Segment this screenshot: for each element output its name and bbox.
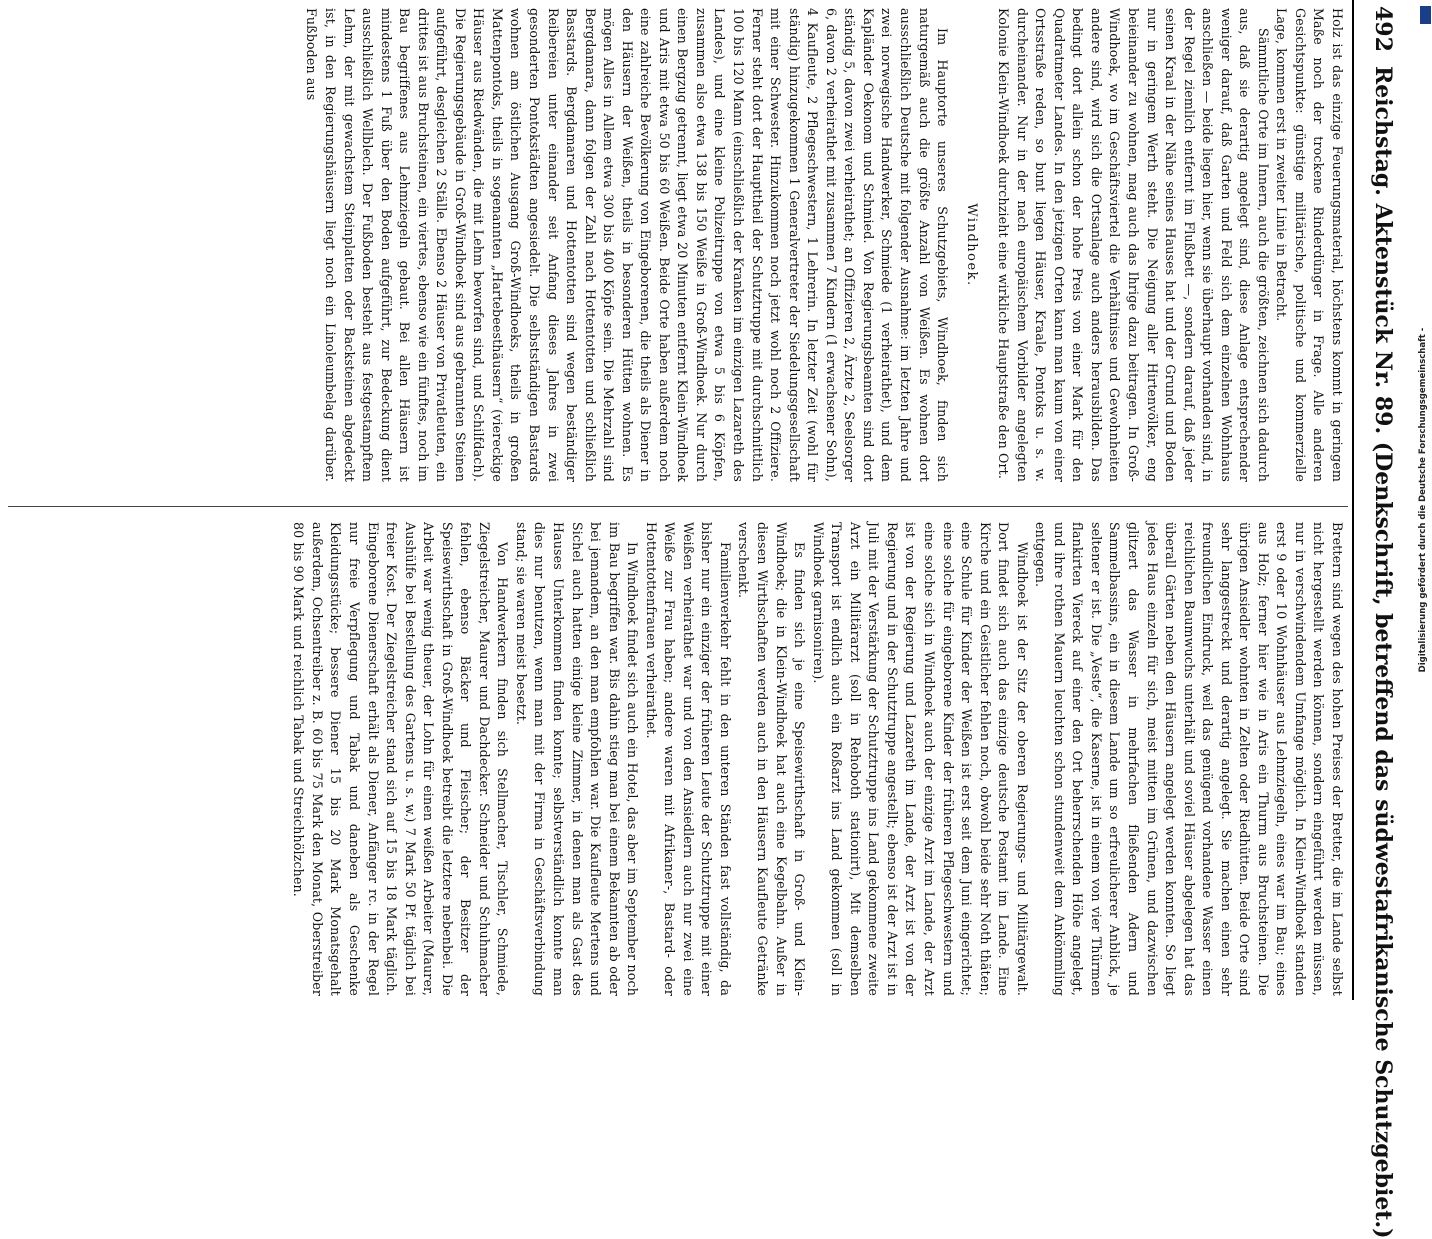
header-rule — [1352, 0, 1354, 1000]
running-title: Reichstag. Aktenstück Nr. 89. (Denkschrift, betreffend das südwestafrikanische Schutzgebiet.) — [1370, 66, 1396, 1239]
paragraph: In Windhoek findet sich auch ein Hotel, das aber im September noch im Bau begriffen war. Bis dahin stieg man bei einem Bekannten ab oder bei jemandem, an den man empfohlen war. Die Kaufleute Mertens und Sichel auch hatten einige kleine Zimmer, in denen man als Gast des Hauses Unterkommen finden konnte; selbstverständlich konnte man dies nur benutzen, wenn man mit der Firma in Geschäftsverbindung stand; sie waren meist besetzt. — [513, 522, 641, 996]
paragraph: Im Hauptorte unseres Schutzgebiets, Windhoek, finden sich naturgemäß auch die größte Anzahl von Weißen. Es wohnen dort ausschließlich Deutsche mit folgender Ausnahme: im letzten Jahre und zwei norwegische Handwerker, Schmiede (1 verheirathet), und dem Kapländer Oekonom und Schmied. Von Regierungsbeamten sind dort ständig 5, davon zwei verheirathet; an Offizieren 2, Ärzte 2, Seelsorger 6, davon 2 verheirathet mit zusammen 7 Kindern (1 erwachsener Sohn), 4 Kaufleute, 2 Pflegeschwestern, 1 Lehrerin. In letzter Zeit (wohl für ständig) hinzugekommen 1 Generalvertreter der Siedelungsgesellschaft mit einer Schwester. Hinzukommen noch jetzt wohl noch 2 Offiziere. Ferner steht dort der Haupttheil der Schutztruppe mit durchschnittlich 100 bis 120 Mann (einschließlich der Kranken im einzigen Lazareth des Landes), und eine kleine Polizeitruppe von etwa 5 bis 6 Köpfen, zusammen also etwa 138 bis 150 Weiße in Groß-Windhoek. Nur durch einen Bergzug getrennt, liegt etwa 20 Minuten entfernt Klein-Windhoek und Aris mit etwa 50 bis 60 Weißen. Beide Orte haben außerdem noch eine zahlreiche Bevölkerung von Eingeborenen, die theils als Diener in den Häusern der Weißen, theils in besonderen Hütten wohnen. Es mögen Alles in Allem etwa 300 bis 400 Köpfe sein. Die Mehrzahl sind Bergdamara, dann folgen der Zahl nach Hottentotten und schließlich Basstards. Bergdamaren und Hottentotten sind wegen beständiger Reibereien unter einander seit Anfang dieses Jahres in zwei gesonderten Pontokstädten angesiedelt. Die selbstständigen Bastards wohnen am östlichen Ausgang Groß-Windhoeks, theils in großen Mattenpontoks, theils in sogenannten „Hartebeesthäusern“ (viereckige Häuser aus Riedwänden, die mit Lehm beworfen sind, und Schilfdach). Die Regierungsgebäude in Groß-Windhoek sind aus gebrannten Steinen aufgeführt, desgleichen 2 Ställe. Ebenso 2 Häuser von Privatleuten, ein drittes ist aus Bruchsteinen, ein viertes, ebenso wie ein fünftes, noch im Bau begriffenes aus Lehmziegeln gebaut. Bei allen Häusern ist mindestens 1 Fuß über den Boden aufgeführt, zur Bedeckung dient ausschließlich Wellblech. Der Fußboden besteht aus festgestampftem Lehm, der mit gewachstem Steinplatten oder Backsteinen abgedeckt ist, in den Regierungshäusern liegt noch ein Linoleumbelag darüber. Fußboden aus — [304, 8, 951, 482]
page-number: 492 — [1370, 6, 1396, 52]
right-column — [289, 522, 1346, 996]
left-column — [302, 8, 1346, 482]
paragraph: Familienverkehr fehlt in den unteren Ständen fast vollständig, da bisher nur ein einziger der früheren Leute der Schutztruppe mit einer Weißen verheirathet war und von den Ansiedlern auch nur zwei eine Weiße zur Frau haben; andere waren mit Afrikaner-, Bastard- oder Hottentottenfrauen verheirathet. — [643, 522, 733, 996]
section-title: Windhoek. — [963, 203, 979, 287]
paragraph: Von Handwerkern finden sich Stellmacher, Tischler, Schmiede, Ziegelstreicher, Maurer und Dachdecker. Schneider und Schuhmacher fehlen, ebenso Bäcker und Fleischer; der Besitzer der Speisewirthschaft in Groß-Windhoek betreibt die letztere nebenbei. Die Arbeit war wenig theuer, der Lohn für einen weißen Arbeiter (Maurer, Aushülfe bei Bestellung des Gartens u. s. w.) 7 Mark 50 Pf. täglich bei freier Kost. Der Ziegelstreicher stand sich auf 15 bis 18 Mark täglich. Eingeborene Dienerschaft erhält als Diener, Anfänger rc. in der Regel nur freie Verpflegung und Tabak und daneben als Geschenke Kleidungsstücke; bessere Diener 15 bis 20 Mark Monatsgehalt außerdem, Ochsentreiber z. B. 60 bis 75 Mark den Monat, Oberstreiber 80 bis 90 Mark und reichlich Tabak und Streichhölzchen. — [291, 522, 511, 996]
paragraph: Es finden sich je eine Speisewirthschaft in Groß- und Klein-Windhoek; die in Klein-Windhoek hat auch eine Kegelbahn. Außer in diesen Wirthschaften werden auch in den Häusern Kaufleute Getränke verschenkt. — [736, 522, 808, 996]
dfg-logo-icon — [1420, 6, 1431, 24]
paragraph: Windhoek ist der Sitz der oberen Regierungs- und Militärgewalt. Dort findet sich auch das einzige deutsche Postamt im Lande. Eine Kirche und ein Geistlicher fehlen noch, obwohl beide sehr Noth thäten; eine Schule für Kinder der Weißen ist erst seit dem Juni eingerichtet; eine solche für eingeborene Kinder der früheren Pflegeschwestern und eine solche sich in Windhoek auch der einzige Arzt im Lande, der Arzt ist von der Regierung und Lazareth im Lande, der Arzt ist von der Regierung und in der Schutztruppe angestellt; ebenso ist der Arzt ist in Juli mit der Verstärkung der Schutztruppe ins Land gekommene zweite Arzt ein Militärarzt (soll in Rehoboth stationirt), Mit demselben Transport ist endlich auch ein Roßarzt ins Land gekommen (soll in Windhoek garnisoniren). — [810, 522, 1030, 996]
column-divider — [8, 506, 1348, 507]
page-header — [1352, 4, 1402, 1239]
paragraph: Sämmtliche Orte im Innern, auch die größten, zeichnen sich dadurch aus, daß sie derartig angelegt sind, diese Anlage entsprechender weniger darauf, daß Garten und Feld sich dem einzelnen Wohnhaus anschließen — beide liegen hier, wenn sie überhaupt vorhanden sind, in der Regel ziemlich entfernt im Flußbett —, sondern darauf, daß jeder seinen Kraal in der Nähe seines Hauses hat und der Grund und Boden nur in geringem Werth steht. Die Neigung aller Hirtenvölker, eng beieinander zu wohnen, mag auch das Ihrige dazu beitragen. In Groß-Windhoek, wo im Geschäftsviertel die Verhältnisse und Gewohnheiten andere sind, wird sich die Ortsanlage auch anders herausbilden. Das bedingt dort allein schon der hohe Preis von einer Mark für den Quadratmeter Landes. In den jetzigen Orten kann man kaum von einer Ortsstraße reden, so bunt liegen Häuser, Kraale, Pontoks u. s. w. durcheinander. Nur in der nach europäischem Vorbilder angelegten Kolonie Klein-Windhoek durchzieht eine wirkliche Hauptstraße den Ort. — [996, 8, 1271, 482]
paragraph: Brettern sind wegen des hohen Preises der Bretter, die im Lande selbst nicht hergestellt werden können, sondern eingeführt werden müssen, nur in verschwindendem Umfange möglich. In Klein-Windhoek standen erst 9 oder 10 Wohnhäuser aus Lehmziegeln, eines war im Bau; eines aus Holz; ferner hier wie in Aris ein Thurm aus Bruchsteinen. Die übrigen Ansiedler wohnten in Zelten oder Riedhütten. Beide Orte sind sehr langgestreckt und derartig angelegt. Sie machen einen sehr freundlichen Eindruck, weil das genügend vorhandene Wasser einen reichlichen Baumwuchs unterhält und soviel Häuser abgelegen hat das überall Gärten neben den Häusern angelegt werden konnten. So liegt jedes Haus einzeln für sich, meist mitten im Grünen, und dazwischen glitzert das Wasser in mehrfachen fließenden Adern und Sammelbassins, ein in diesem Lande um so erfreulicherer Anblick, je seltener er ist. Die „Veste“, die Kaserne, ist in einem von vier Thürmen flankirten Viereck auf einer den Ort beherrschenden Höhe angelegt, und ihre rothen Mauern leuchten schon stundenweit dem Ankömmling entgegen. — [1033, 522, 1345, 996]
funding-sidebar — [1418, 0, 1432, 1000]
funding-note: Digitalisierung gefördert durch die Deutsche Forschungsgemeinschaft - — [1418, 327, 1428, 673]
paragraph: Holz ist das einzige Feuerungsmaterial, höchstens kommt in geringem Maße noch der trockene Rinderdünger in Frage. Alle anderen Gesichtspunkte: günstige militärische, politische und kommerzielle Lage, kommen erst in zweiter Linie in Betracht. — [1274, 8, 1345, 482]
